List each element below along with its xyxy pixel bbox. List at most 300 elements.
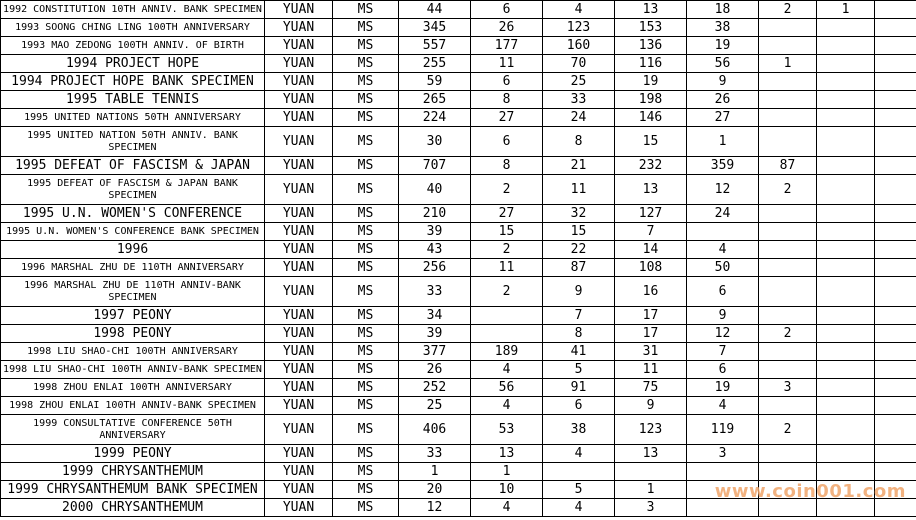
count-cell bbox=[615, 463, 687, 481]
count-cell: 15 bbox=[615, 127, 687, 157]
count-cell: 232 bbox=[615, 157, 687, 175]
count-cell: 127 bbox=[615, 205, 687, 223]
count-cell: 13 bbox=[615, 175, 687, 205]
issue-name-cell: 1994 PROJECT HOPE bbox=[1, 55, 265, 73]
table-row bbox=[1, 241, 916, 259]
currency-cell: YUAN bbox=[265, 481, 333, 499]
count-cell: 1 bbox=[759, 55, 817, 73]
count-cell bbox=[759, 205, 817, 223]
count-cell: 3 bbox=[759, 379, 817, 397]
count-cell: 136 bbox=[615, 37, 687, 55]
table-row bbox=[1, 361, 916, 379]
count-cell bbox=[759, 397, 817, 415]
issue-name-cell: 2000 CHRYSANTHEMUM bbox=[1, 499, 265, 517]
currency-cell: YUAN bbox=[265, 109, 333, 127]
grade-cell: MS bbox=[333, 325, 399, 343]
count-cell: 15 bbox=[471, 223, 543, 241]
empty-cell bbox=[875, 463, 916, 481]
count-cell: 177 bbox=[471, 37, 543, 55]
grade-cell: MS bbox=[333, 481, 399, 499]
count-cell: 33 bbox=[543, 91, 615, 109]
table-row bbox=[1, 307, 916, 325]
empty-cell bbox=[875, 127, 916, 157]
table-row bbox=[1, 175, 916, 205]
count-cell: 2 bbox=[759, 175, 817, 205]
grade-cell: MS bbox=[333, 445, 399, 463]
count-cell: 19 bbox=[615, 73, 687, 91]
empty-cell bbox=[875, 277, 916, 307]
currency-cell: YUAN bbox=[265, 343, 333, 361]
count-cell: 2 bbox=[471, 277, 543, 307]
issue-name-cell: 1995 U.N. WOMEN'S CONFERENCE bbox=[1, 205, 265, 223]
empty-cell bbox=[875, 307, 916, 325]
table-row bbox=[1, 19, 916, 37]
count-cell bbox=[759, 343, 817, 361]
table-row bbox=[1, 205, 916, 223]
count-cell: 27 bbox=[471, 205, 543, 223]
count-cell bbox=[759, 481, 817, 499]
count-cell: 7 bbox=[543, 307, 615, 325]
count-cell: 56 bbox=[687, 55, 759, 73]
count-cell bbox=[817, 445, 875, 463]
count-cell: 56 bbox=[471, 379, 543, 397]
watermark: www.coin001.com bbox=[714, 481, 906, 502]
count-cell: 17 bbox=[615, 307, 687, 325]
table-row bbox=[1, 55, 916, 73]
currency-cell: YUAN bbox=[265, 415, 333, 445]
empty-cell bbox=[875, 481, 916, 499]
count-cell: 75 bbox=[615, 379, 687, 397]
count-cell bbox=[817, 157, 875, 175]
count-cell: 53 bbox=[471, 415, 543, 445]
count-cell: 40 bbox=[399, 175, 471, 205]
issue-name-cell: 1993 SOONG CHING LING 100TH ANNIVERSARY bbox=[1, 19, 265, 37]
count-cell: 3 bbox=[615, 499, 687, 517]
empty-cell bbox=[875, 91, 916, 109]
currency-cell: YUAN bbox=[265, 463, 333, 481]
count-cell bbox=[759, 445, 817, 463]
count-cell: 1 bbox=[615, 481, 687, 499]
count-cell: 210 bbox=[399, 205, 471, 223]
count-cell bbox=[759, 91, 817, 109]
count-cell: 50 bbox=[687, 259, 759, 277]
count-cell bbox=[687, 223, 759, 241]
count-cell: 87 bbox=[543, 259, 615, 277]
count-cell: 119 bbox=[687, 415, 759, 445]
empty-cell bbox=[875, 19, 916, 37]
count-cell: 91 bbox=[543, 379, 615, 397]
count-cell: 24 bbox=[543, 109, 615, 127]
count-cell bbox=[759, 259, 817, 277]
count-cell bbox=[759, 307, 817, 325]
count-cell bbox=[759, 127, 817, 157]
count-cell bbox=[817, 19, 875, 37]
count-cell bbox=[543, 463, 615, 481]
currency-cell: YUAN bbox=[265, 325, 333, 343]
grade-cell: MS bbox=[333, 157, 399, 175]
issue-name-cell: 1995 TABLE TENNIS bbox=[1, 91, 265, 109]
currency-cell: YUAN bbox=[265, 91, 333, 109]
count-cell: 70 bbox=[543, 55, 615, 73]
count-cell: 17 bbox=[615, 325, 687, 343]
count-cell: 108 bbox=[615, 259, 687, 277]
count-cell: 44 bbox=[399, 1, 471, 19]
count-cell bbox=[759, 223, 817, 241]
grade-cell: MS bbox=[333, 499, 399, 517]
count-cell: 4 bbox=[687, 397, 759, 415]
issue-name-cell: 1993 MAO ZEDONG 100TH ANNIV. OF BIRTH bbox=[1, 37, 265, 55]
count-cell: 43 bbox=[399, 241, 471, 259]
grade-cell: MS bbox=[333, 91, 399, 109]
grade-cell: MS bbox=[333, 397, 399, 415]
count-cell: 2 bbox=[759, 415, 817, 445]
count-cell: 38 bbox=[543, 415, 615, 445]
count-cell: 116 bbox=[615, 55, 687, 73]
grade-cell: MS bbox=[333, 259, 399, 277]
currency-cell: YUAN bbox=[265, 19, 333, 37]
count-cell: 160 bbox=[543, 37, 615, 55]
empty-cell bbox=[875, 241, 916, 259]
empty-cell bbox=[875, 259, 916, 277]
count-cell bbox=[817, 277, 875, 307]
grade-cell: MS bbox=[333, 463, 399, 481]
count-cell: 33 bbox=[399, 445, 471, 463]
count-cell bbox=[759, 109, 817, 127]
table-row bbox=[1, 325, 916, 343]
count-cell: 9 bbox=[615, 397, 687, 415]
count-cell: 406 bbox=[399, 415, 471, 445]
count-cell: 12 bbox=[687, 325, 759, 343]
currency-cell: YUAN bbox=[265, 259, 333, 277]
table-row bbox=[1, 277, 916, 307]
issue-name-cell: 1992 CONSTITUTION 10TH ANNIV. BANK SPECIMEN bbox=[1, 1, 265, 19]
currency-cell: YUAN bbox=[265, 307, 333, 325]
currency-cell: YUAN bbox=[265, 397, 333, 415]
grade-cell: MS bbox=[333, 73, 399, 91]
issue-name-cell: 1998 LIU SHAO-CHI 100TH ANNIV-BANK SPECIMEN bbox=[1, 361, 265, 379]
count-cell: 7 bbox=[687, 343, 759, 361]
count-cell: 8 bbox=[543, 325, 615, 343]
grade-cell: MS bbox=[333, 1, 399, 19]
count-cell: 4 bbox=[471, 397, 543, 415]
count-cell bbox=[817, 223, 875, 241]
count-cell: 10 bbox=[471, 481, 543, 499]
count-cell: 345 bbox=[399, 19, 471, 37]
issue-name-cell: 1996 MARSHAL ZHU DE 110TH ANNIVERSARY bbox=[1, 259, 265, 277]
grade-cell: MS bbox=[333, 223, 399, 241]
empty-cell bbox=[875, 205, 916, 223]
count-cell: 1 bbox=[399, 463, 471, 481]
count-cell: 9 bbox=[687, 307, 759, 325]
count-cell: 11 bbox=[543, 175, 615, 205]
count-cell: 4 bbox=[543, 445, 615, 463]
count-cell: 5 bbox=[543, 481, 615, 499]
count-cell: 11 bbox=[615, 361, 687, 379]
count-cell: 4 bbox=[471, 499, 543, 517]
count-cell: 8 bbox=[543, 127, 615, 157]
count-cell: 4 bbox=[543, 499, 615, 517]
grade-cell: MS bbox=[333, 343, 399, 361]
table-body bbox=[1, 1, 916, 517]
count-cell: 19 bbox=[687, 379, 759, 397]
count-cell: 224 bbox=[399, 109, 471, 127]
count-cell: 9 bbox=[543, 277, 615, 307]
count-cell: 38 bbox=[687, 19, 759, 37]
count-cell: 252 bbox=[399, 379, 471, 397]
count-cell: 123 bbox=[543, 19, 615, 37]
count-cell: 34 bbox=[399, 307, 471, 325]
table-row bbox=[1, 415, 916, 445]
issue-name-cell: 1995 U.N. WOMEN'S CONFERENCE BANK SPECIMEN bbox=[1, 223, 265, 241]
table-row bbox=[1, 397, 916, 415]
grade-cell: MS bbox=[333, 205, 399, 223]
count-cell bbox=[817, 379, 875, 397]
count-cell: 6 bbox=[471, 127, 543, 157]
count-cell bbox=[759, 361, 817, 379]
count-cell bbox=[759, 241, 817, 259]
count-cell: 26 bbox=[687, 91, 759, 109]
empty-cell bbox=[875, 1, 916, 19]
empty-cell bbox=[875, 109, 916, 127]
table-row bbox=[1, 223, 916, 241]
count-cell: 22 bbox=[543, 241, 615, 259]
count-cell: 20 bbox=[399, 481, 471, 499]
count-cell bbox=[817, 241, 875, 259]
count-cell: 6 bbox=[687, 277, 759, 307]
count-cell: 7 bbox=[615, 223, 687, 241]
count-cell: 255 bbox=[399, 55, 471, 73]
issue-name-cell: 1999 CHRYSANTHEMUM BANK SPECIMEN bbox=[1, 481, 265, 499]
grade-cell: MS bbox=[333, 109, 399, 127]
count-cell: 377 bbox=[399, 343, 471, 361]
count-cell: 359 bbox=[687, 157, 759, 175]
count-cell bbox=[817, 109, 875, 127]
empty-cell bbox=[875, 175, 916, 205]
table-row bbox=[1, 1, 916, 19]
count-cell bbox=[817, 325, 875, 343]
count-cell bbox=[759, 37, 817, 55]
grade-cell: MS bbox=[333, 19, 399, 37]
grade-cell: MS bbox=[333, 277, 399, 307]
count-cell: 1 bbox=[817, 1, 875, 19]
count-cell bbox=[817, 55, 875, 73]
count-cell: 12 bbox=[399, 499, 471, 517]
count-cell: 6 bbox=[471, 1, 543, 19]
table-row bbox=[1, 109, 916, 127]
count-cell: 11 bbox=[471, 259, 543, 277]
count-cell: 8 bbox=[471, 91, 543, 109]
empty-cell bbox=[875, 343, 916, 361]
count-cell: 24 bbox=[687, 205, 759, 223]
count-cell bbox=[687, 463, 759, 481]
count-cell bbox=[817, 361, 875, 379]
grade-cell: MS bbox=[333, 241, 399, 259]
count-cell: 39 bbox=[399, 223, 471, 241]
grade-cell: MS bbox=[333, 37, 399, 55]
count-cell bbox=[471, 307, 543, 325]
count-cell: 4 bbox=[471, 361, 543, 379]
count-cell: 87 bbox=[759, 157, 817, 175]
count-cell: 265 bbox=[399, 91, 471, 109]
empty-cell bbox=[875, 37, 916, 55]
currency-cell: YUAN bbox=[265, 157, 333, 175]
count-cell: 18 bbox=[687, 1, 759, 19]
count-cell: 3 bbox=[687, 445, 759, 463]
issue-name-cell: 1994 PROJECT HOPE BANK SPECIMEN bbox=[1, 73, 265, 91]
count-cell: 13 bbox=[615, 1, 687, 19]
empty-cell bbox=[875, 397, 916, 415]
count-cell bbox=[817, 415, 875, 445]
count-cell: 31 bbox=[615, 343, 687, 361]
count-cell: 557 bbox=[399, 37, 471, 55]
count-cell: 12 bbox=[687, 175, 759, 205]
issue-name-cell: 1998 ZHOU ENLAI 100TH ANNIV-BANK SPECIMEN bbox=[1, 397, 265, 415]
count-cell: 16 bbox=[615, 277, 687, 307]
count-cell: 13 bbox=[471, 445, 543, 463]
table-row bbox=[1, 445, 916, 463]
count-cell: 41 bbox=[543, 343, 615, 361]
count-cell bbox=[817, 73, 875, 91]
count-cell: 59 bbox=[399, 73, 471, 91]
grade-cell: MS bbox=[333, 415, 399, 445]
count-cell: 19 bbox=[687, 37, 759, 55]
count-cell bbox=[817, 463, 875, 481]
currency-cell: YUAN bbox=[265, 205, 333, 223]
count-cell: 153 bbox=[615, 19, 687, 37]
count-cell: 6 bbox=[471, 73, 543, 91]
count-cell: 6 bbox=[543, 397, 615, 415]
currency-cell: YUAN bbox=[265, 361, 333, 379]
grade-cell: MS bbox=[333, 361, 399, 379]
count-cell: 2 bbox=[759, 325, 817, 343]
issue-name-cell: 1995 UNITED NATION 50TH ANNIV. BANK SPECIMEN bbox=[1, 127, 265, 157]
issue-name-cell: 1999 PEONY bbox=[1, 445, 265, 463]
issue-name-cell: 1998 ZHOU ENLAI 100TH ANNIVERSARY bbox=[1, 379, 265, 397]
table-row bbox=[1, 73, 916, 91]
table-row bbox=[1, 127, 916, 157]
count-cell bbox=[759, 499, 817, 517]
issue-name-cell: 1997 PEONY bbox=[1, 307, 265, 325]
count-cell: 15 bbox=[543, 223, 615, 241]
currency-cell: YUAN bbox=[265, 127, 333, 157]
count-cell: 189 bbox=[471, 343, 543, 361]
issue-name-cell: 1995 UNITED NATIONS 50TH ANNIVERSARY bbox=[1, 109, 265, 127]
empty-cell bbox=[875, 415, 916, 445]
empty-cell bbox=[875, 361, 916, 379]
empty-cell bbox=[875, 325, 916, 343]
count-cell bbox=[817, 37, 875, 55]
count-cell: 32 bbox=[543, 205, 615, 223]
table-row bbox=[1, 499, 916, 517]
empty-cell bbox=[875, 157, 916, 175]
grade-cell: MS bbox=[333, 379, 399, 397]
table-row bbox=[1, 91, 916, 109]
count-cell bbox=[471, 325, 543, 343]
currency-cell: YUAN bbox=[265, 277, 333, 307]
count-cell bbox=[817, 175, 875, 205]
table-row bbox=[1, 37, 916, 55]
count-cell bbox=[817, 127, 875, 157]
count-cell bbox=[759, 19, 817, 37]
currency-cell: YUAN bbox=[265, 175, 333, 205]
count-cell: 5 bbox=[543, 361, 615, 379]
count-cell: 21 bbox=[543, 157, 615, 175]
table-row bbox=[1, 343, 916, 361]
grade-cell: MS bbox=[333, 127, 399, 157]
empty-cell bbox=[875, 499, 916, 517]
currency-cell: YUAN bbox=[265, 223, 333, 241]
issue-name-cell: 1998 LIU SHAO-CHI 100TH ANNIVERSARY bbox=[1, 343, 265, 361]
count-cell bbox=[759, 277, 817, 307]
count-cell: 198 bbox=[615, 91, 687, 109]
count-cell: 30 bbox=[399, 127, 471, 157]
count-cell: 4 bbox=[687, 241, 759, 259]
empty-cell bbox=[875, 55, 916, 73]
issue-name-cell: 1995 DEFEAT OF FASCISM & JAPAN bbox=[1, 157, 265, 175]
currency-cell: YUAN bbox=[265, 241, 333, 259]
count-cell: 1 bbox=[471, 463, 543, 481]
count-cell: 11 bbox=[471, 55, 543, 73]
count-cell: 13 bbox=[615, 445, 687, 463]
grade-cell: MS bbox=[333, 55, 399, 73]
count-cell bbox=[817, 259, 875, 277]
count-cell bbox=[817, 307, 875, 325]
count-cell bbox=[817, 205, 875, 223]
count-cell: 123 bbox=[615, 415, 687, 445]
currency-cell: YUAN bbox=[265, 55, 333, 73]
count-cell: 4 bbox=[543, 1, 615, 19]
count-cell: 256 bbox=[399, 259, 471, 277]
currency-cell: YUAN bbox=[265, 499, 333, 517]
count-cell: 6 bbox=[687, 361, 759, 379]
count-cell: 33 bbox=[399, 277, 471, 307]
table-row bbox=[1, 259, 916, 277]
count-cell bbox=[817, 343, 875, 361]
count-cell: 26 bbox=[471, 19, 543, 37]
issue-name-cell: 1999 CONSULTATIVE CONFERENCE 50TH ANNIVERSARY bbox=[1, 415, 265, 445]
table-row bbox=[1, 157, 916, 175]
count-cell bbox=[817, 481, 875, 499]
issue-name-cell: 1995 DEFEAT OF FASCISM & JAPAN BANK SPECIMEN bbox=[1, 175, 265, 205]
currency-cell: YUAN bbox=[265, 73, 333, 91]
count-cell: 2 bbox=[471, 241, 543, 259]
count-cell: 146 bbox=[615, 109, 687, 127]
count-cell: 25 bbox=[399, 397, 471, 415]
currency-cell: YUAN bbox=[265, 1, 333, 19]
currency-cell: YUAN bbox=[265, 445, 333, 463]
count-cell bbox=[817, 91, 875, 109]
empty-cell bbox=[875, 73, 916, 91]
count-cell: 707 bbox=[399, 157, 471, 175]
currency-cell: YUAN bbox=[265, 379, 333, 397]
empty-cell bbox=[875, 445, 916, 463]
count-cell: 26 bbox=[399, 361, 471, 379]
count-cell: 39 bbox=[399, 325, 471, 343]
count-cell bbox=[687, 481, 759, 499]
empty-cell bbox=[875, 379, 916, 397]
count-cell bbox=[817, 499, 875, 517]
count-cell: 14 bbox=[615, 241, 687, 259]
count-cell: 1 bbox=[687, 127, 759, 157]
issue-name-cell: 1999 CHRYSANTHEMUM bbox=[1, 463, 265, 481]
count-cell bbox=[687, 499, 759, 517]
count-cell bbox=[759, 463, 817, 481]
count-cell bbox=[759, 73, 817, 91]
count-cell: 27 bbox=[687, 109, 759, 127]
count-cell: 27 bbox=[471, 109, 543, 127]
count-cell: 9 bbox=[687, 73, 759, 91]
grade-cell: MS bbox=[333, 307, 399, 325]
